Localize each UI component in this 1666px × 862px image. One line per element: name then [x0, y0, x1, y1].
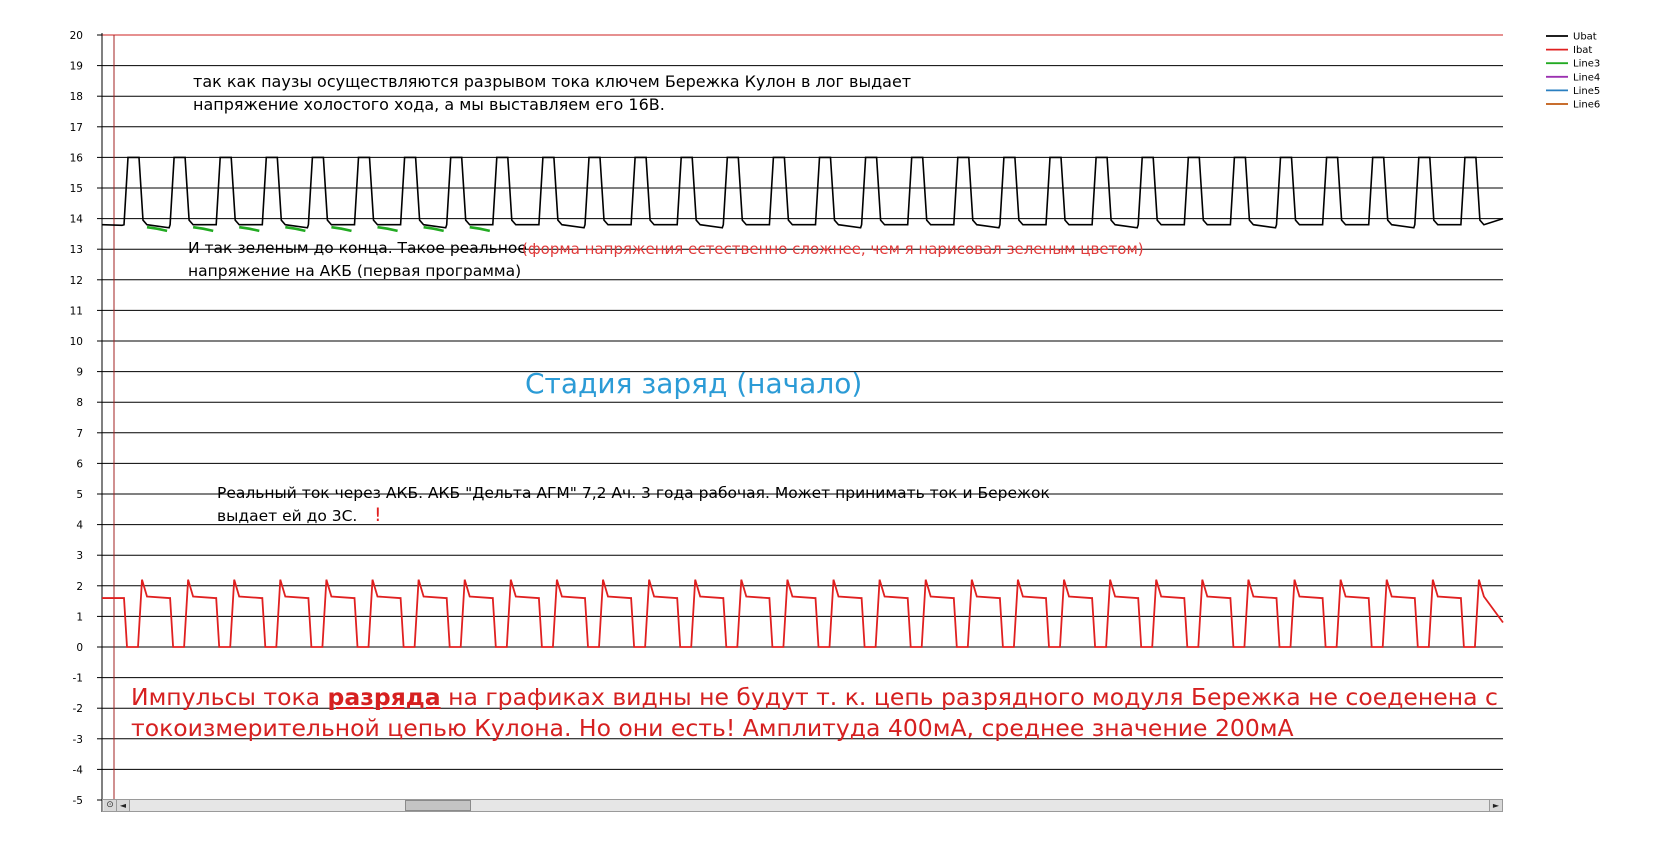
annotation-green-note: (форма напряжения естественно сложнее, чем я нарисовал зеленым цветом): [522, 240, 1144, 258]
annotation-discharge-emphasis: разряда: [327, 683, 441, 711]
series-ubat-line: [102, 157, 1503, 227]
y-tick-label: 11: [69, 305, 83, 318]
legend-label: Ibat: [1573, 45, 1593, 57]
y-tick-label: -2: [72, 703, 83, 716]
annotation-discharge: [131, 682, 1498, 744]
y-tick-label: 1: [76, 611, 83, 624]
legend-label: Ubat: [1573, 31, 1597, 43]
y-tick-label: -3: [72, 733, 83, 746]
y-tick-label: 19: [69, 60, 83, 73]
series-line3-segment: [239, 227, 259, 231]
y-tick-label: 8: [76, 397, 83, 410]
horizontal-scrollbar[interactable]: [102, 799, 1503, 812]
legend-label: Line6: [1573, 99, 1601, 111]
y-tick-label: 20: [69, 30, 83, 42]
y-tick-label: 16: [69, 152, 83, 165]
y-tick-label: 7: [76, 427, 83, 440]
series-line3-segment: [193, 227, 213, 231]
stage-title: Стадия заряд (начало): [525, 367, 863, 400]
annotation-green-line2: напряжение на АКБ (первая программа): [188, 262, 522, 280]
y-tick-label: -1: [72, 672, 83, 685]
annotation-discharge-line2: токоизмерительной цепью Кулона. Но они есть! Амплитуда 400мА, среднее значение 200мА: [131, 714, 1294, 742]
legend-label: Line3: [1573, 58, 1601, 70]
scroll-thumb[interactable]: [405, 800, 471, 811]
annotation-open-circuit: [193, 70, 911, 116]
y-tick-label: 9: [76, 366, 83, 379]
legend-label: Line4: [1573, 72, 1601, 84]
legend-label: Line5: [1573, 85, 1601, 97]
annotation-current-line1: Реальный ток через АКБ. АКБ "Дельта АГМ" 7,2 Ач. 3 года рабочая. Может принимать ток и Бережок: [217, 484, 1050, 502]
series-line3-segment: [378, 227, 398, 231]
y-tick-label: 17: [69, 121, 83, 134]
y-tick-label: -5: [72, 795, 83, 807]
scroll-left-arrow-icon[interactable]: ◄: [117, 800, 130, 811]
y-tick-label: 6: [76, 458, 83, 471]
annotation-discharge-part2: на графиках видны не будут т. к. цепь разрядного модуля Бережка не соеденена с: [440, 683, 1498, 711]
y-tick-label: 18: [69, 91, 83, 104]
y-tick-label: 5: [76, 489, 83, 501]
y-tick-label: 15: [69, 183, 83, 195]
y-tick-label: 14: [69, 213, 83, 226]
annotation-open-circuit-line1: так как паузы осуществляются разрывом тока ключем Бережка Кулон в лог выдает: [193, 72, 912, 91]
annotation-green-line1: И так зеленым до конца. Такое реальное: [188, 239, 527, 257]
annotation-discharge-part1: Импульсы тока: [131, 683, 328, 711]
y-tick-label: 12: [69, 274, 83, 287]
annotation-green-voltage: [188, 237, 527, 283]
scroll-right-arrow-icon[interactable]: ►: [1489, 800, 1502, 811]
y-tick-label: 2: [76, 580, 83, 593]
annotation-exclamation: !: [374, 504, 382, 526]
series-ibat-line: [102, 580, 1503, 647]
y-tick-label: 3: [76, 550, 83, 563]
series-line3-segment: [331, 227, 351, 231]
y-tick-label: -4: [72, 764, 83, 777]
series-line3-segment: [470, 227, 490, 231]
annotation-current-line2: выдает ей до 3С.: [217, 507, 358, 525]
annotation-current: [217, 482, 1050, 528]
y-tick-label: 10: [69, 336, 83, 348]
y-tick-label: 13: [69, 244, 83, 257]
annotation-open-circuit-line2: напряжение холостого хода, а мы выставляем его 16В.: [193, 95, 665, 114]
y-tick-label: 4: [76, 519, 83, 532]
scroll-corner-icon[interactable]: ⊙: [104, 800, 117, 811]
y-tick-label: 0: [76, 642, 83, 654]
